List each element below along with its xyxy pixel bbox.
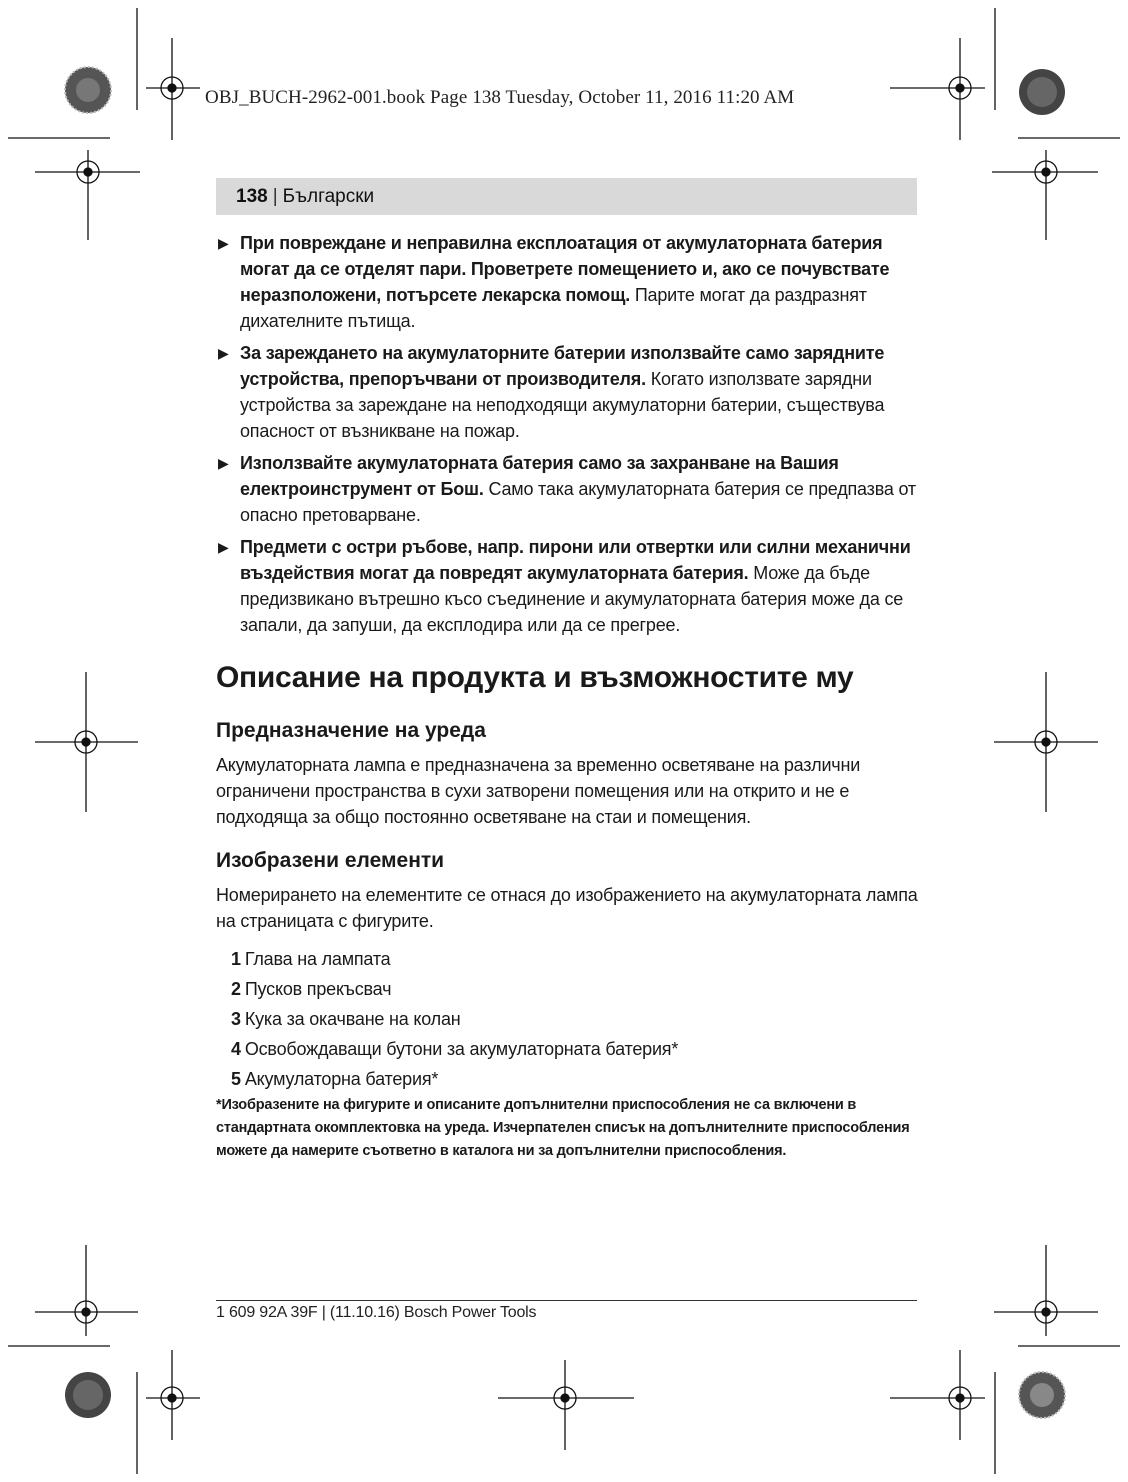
bullet-bold-text: За зареждането на акумулаторните батерии използвайте само зарядните устройства, препоръчвани от производителя. [240, 343, 885, 389]
crosshair-icon [994, 672, 1098, 812]
registration-disk-icon [1019, 69, 1065, 115]
bullet-arrow-icon: ▶ [218, 235, 229, 251]
bullet-arrow-icon: ▶ [218, 455, 229, 471]
item-number: 3 [231, 1009, 241, 1029]
item-label: Пусков прекъсвач [244, 979, 392, 999]
crosshair-icon [498, 1360, 634, 1450]
purpose-heading: Предназначение на уреда [216, 719, 486, 742]
bullet-text: Само така акумулаторната батерия се предпазва от опасно претоварване. [240, 479, 916, 525]
crosshair-icon [992, 150, 1098, 240]
print-slug: OBJ_BUCH-2962-001.book Page 138 Tuesday, October 11, 2016 11:20 AM [205, 87, 795, 108]
crosshair-icon [35, 1245, 138, 1336]
item-number: 4 [231, 1039, 241, 1059]
elements-intro: Номерирането на елементите се отнася до изображението на акумулаторната лампа на страницата с фигурите. [216, 885, 918, 931]
safety-bullet [216, 230, 926, 334]
item-number: 5 [231, 1069, 241, 1089]
safety-bullet [216, 340, 926, 444]
bullet-text: Може да бъде предизвикано вътрешно късо съединение и акумулаторната батерия може да се запали, да запуши, да експлодира или да се прегрее. [240, 563, 904, 635]
list-item [231, 974, 926, 1004]
item-label: Освобождаващи бутони за акумулаторната батерия* [244, 1039, 679, 1059]
bullet-arrow-icon: ▶ [218, 345, 229, 361]
bullet-text: Парите могат да раздразнят дихателните пътища. [240, 285, 867, 331]
header-language: Български [282, 185, 375, 207]
page-header [216, 178, 917, 215]
list-item [231, 1034, 926, 1064]
item-label: Акумулаторна батерия* [244, 1069, 439, 1089]
crosshair-icon [146, 38, 200, 140]
crosshair-icon [146, 1350, 200, 1440]
registration-disk-icon [65, 67, 111, 113]
crosshair-icon [35, 150, 140, 240]
accessories-footnote: *Изобразените на фигурите и описаните допълнителни приспособления не са включени в стандартната окомплектовка на уреда. Изчерпателен списък на допълнителните приспособления можете да намерите съответно в каталога ни за допълнителни приспособления. [216, 1097, 910, 1159]
item-number: 2 [231, 979, 241, 999]
purpose-text: Акумулаторната лампа е предназначена за временно осветяване на различни ограничени пространства в сухи затворени помещения или на открито и не е подходяща за общо постоянно осветяване на стаи и помещения. [216, 755, 861, 827]
safety-bullet [216, 534, 926, 638]
bullet-bold-text: Използвайте акумулаторната батерия само за захранване на Вашия електроинструмент от Бош. [240, 453, 839, 499]
bullet-arrow-icon: ▶ [218, 539, 229, 555]
footer-divider [216, 1300, 917, 1301]
page-content [216, 230, 926, 1163]
bullet-bold-text: При повреждане и неправилна експлоатация от акумулаторната батерия могат да се отделят пари. Проветрете помещението и, ако се почувствате неразположени, потърсете лекарска помощ. [240, 233, 890, 305]
safety-bullet [216, 450, 926, 528]
list-item [231, 944, 926, 974]
page-footer: 1 609 92A 39F | (11.10.16) Bosch Power Tools [216, 1304, 537, 1321]
section-title: Описание на продукта и възможностите му [216, 661, 854, 694]
list-item [231, 1064, 926, 1094]
header-separator: | [272, 185, 278, 207]
item-label: Глава на лампата [244, 949, 391, 969]
item-label: Кука за окачване на колан [244, 1009, 461, 1029]
crosshair-icon [994, 1245, 1098, 1336]
elements-list [216, 944, 926, 1094]
page-number: 138 [236, 185, 268, 207]
registration-disk-icon [1019, 1372, 1065, 1418]
item-number: 1 [231, 949, 241, 969]
crosshair-icon [35, 672, 138, 812]
registration-disk-icon [65, 1372, 111, 1418]
bullet-bold-text: Предмети с остри ръбове, напр. пирони или отвертки или силни механични въздействия могат да повредят акумулаторната батерия. [240, 537, 911, 583]
elements-heading: Изобразени елементи [216, 849, 445, 872]
bullet-text: Когато използвате зарядни устройства за зареждане на неподходящи акумулаторни батерии, съществува опасност от възникване на пожар. [240, 369, 885, 441]
crosshair-icon [890, 1350, 985, 1440]
list-item [231, 1004, 926, 1034]
